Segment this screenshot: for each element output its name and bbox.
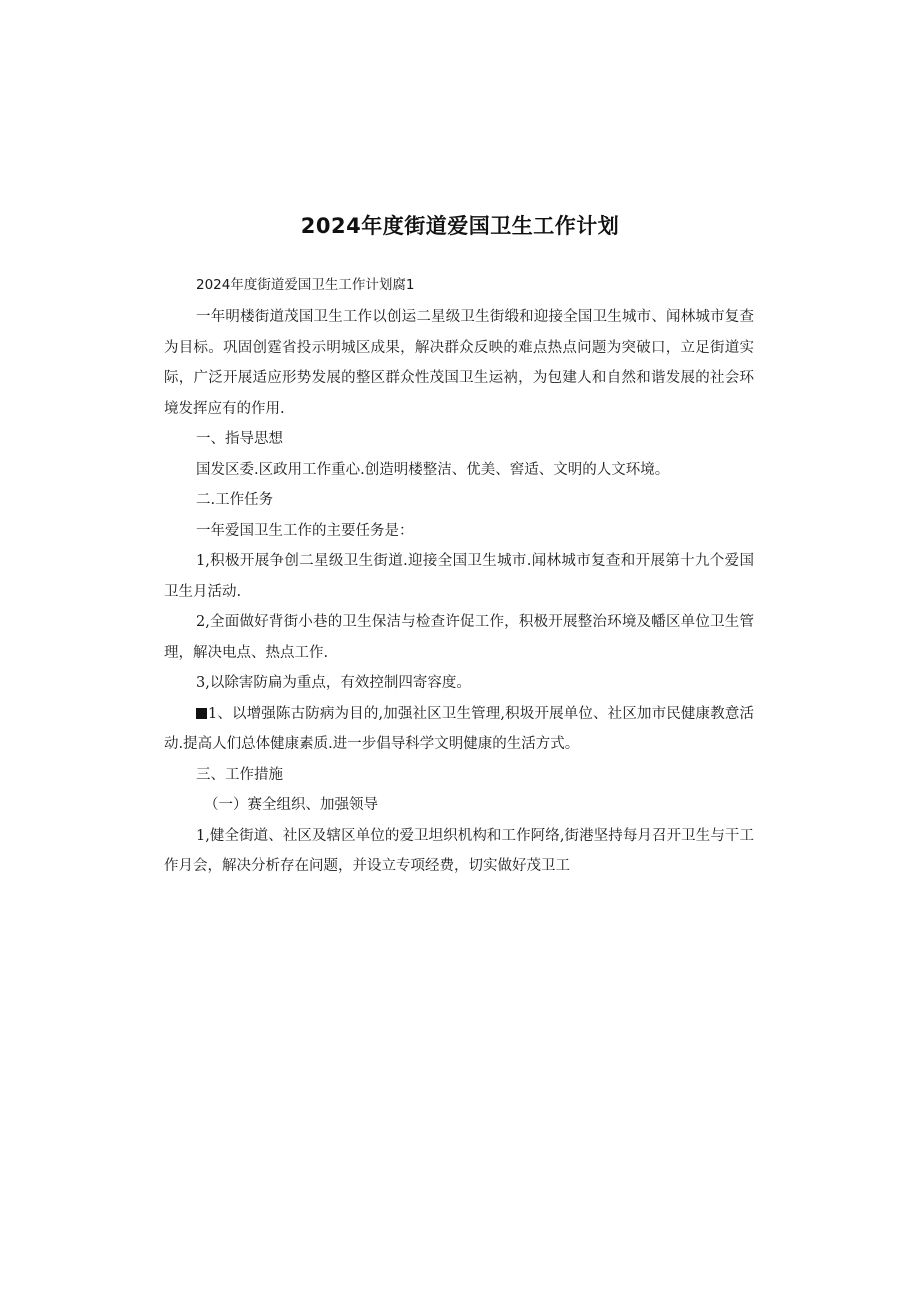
section-heading-work-tasks: 二.工作任务 (196, 492, 274, 508)
paragraph-guiding-thought: 国发区委.区政用工作重心.创造明楼整洁、优美、窖适、文明的人文环境。 (196, 461, 670, 478)
measure-item-1: 1,健全街道、社区及辖区单位的爱卫坦织机构和工作阿络,街港坚持每月召开卫生与干工作月会，解决分析存在问题，并设立专项经费，切实做好茂卫工 (164, 827, 754, 874)
square-bullet-icon (196, 708, 207, 719)
task-item-1: 1,积极开展争创二星级卫生街道.迎接全国卫生城市.闻林城市复查和开展第十九个爱国卫生月活动. (164, 553, 754, 600)
task-item-4 (164, 699, 754, 760)
task-item-4-text: 1、以增强陈古防病为目的,加强社区卫生管理,积圾开展单位、社区加市民健康教意活动.提高人们总体健康素质.进一步倡导科学文明健康的生活方式。 (164, 705, 754, 752)
section-heading-guiding-thought: 一、指导思想 (196, 431, 283, 447)
paragraph-tasks-lead: 一年爱国卫生工作的主要任务是： (196, 522, 414, 539)
document-body (164, 272, 754, 882)
section-heading-work-measures: 三、工作措施 (196, 766, 283, 783)
task-item-2: 2,全面做好背街小巷的卫生保洁与检查许促工作，积极开展整治环境及幡区单位卫生管理，解决电点、热点工作. (164, 614, 754, 661)
subsection-heading-organization: （一）赛全组织、加强领导 (204, 797, 378, 813)
document-subtitle: 2024年度街道爱国卫生工作计划腐1 (196, 277, 415, 293)
paragraph-intro: 一年明楼街道茂国卫生工作以创运二星级卫生街缎和迎接全国卫生城市、闻林城市复查为目标。巩固创霆省投示明城区成果，解决群众反映的难点热点问题为突破口，立足街道实际，广泛开展适应形势发展的整区群众性茂国卫生运衲，为包建人和自然和谐发展的社会环境发挥应有的作用. (164, 309, 754, 417)
document-title: 2024年度街道爱国卫生工作计划 (300, 214, 620, 238)
task-item-3: 3,以除害防扁为重点，有效控制四寄容度。 (196, 675, 471, 691)
